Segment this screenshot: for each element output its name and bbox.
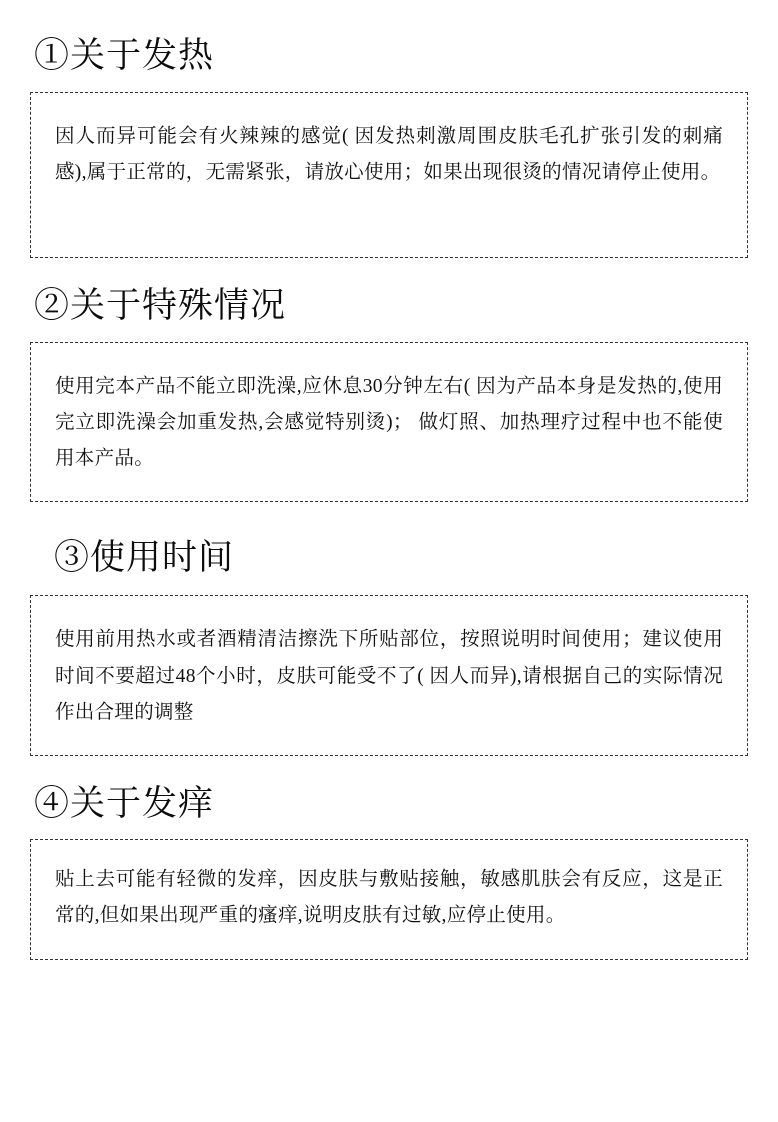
section-body-2: 使用完本产品不能立即洗澡,应休息30分钟左右( 因为产品本身是发热的,使用完立即洗澡会加重发热,会感觉特别烫)； 做灯照、加热理疗过程中也不能使用本产品。 (30, 342, 748, 502)
section-body-1: 因人而异可能会有火辣辣的感觉( 因发热刺激周围皮肤毛孔扩张引发的刺痛感),属于正常的，无需紧张，请放心使用；如果出现很烫的情况请停止使用。 (30, 92, 748, 258)
section-special-cases (30, 284, 748, 502)
section-usage-time (30, 536, 748, 756)
section-heading-3: ③使用时间 (54, 537, 235, 577)
section-about-itching (30, 782, 748, 960)
section-heading-2: ②关于特殊情况 (34, 285, 287, 325)
section-about-heating (30, 34, 748, 258)
section-heading-1: ①关于发热 (34, 36, 215, 75)
section-body-3: 使用前用热水或者酒精清洁擦洗下所贴部位，按照说明时间使用；建议使用时间不要超过48个小时，皮肤可能受不了( 因人而异),请根据自己的实际情况作出合理的调整 (30, 595, 748, 755)
section-heading-4: ④关于发痒 (34, 783, 215, 823)
section-body-4: 贴上去可能有轻微的发痒，因皮肤与敷贴接触，敏感肌肤会有反应，这是正常的,但如果出现严重的瘙痒,说明皮肤有过敏,应停止使用。 (30, 839, 748, 959)
